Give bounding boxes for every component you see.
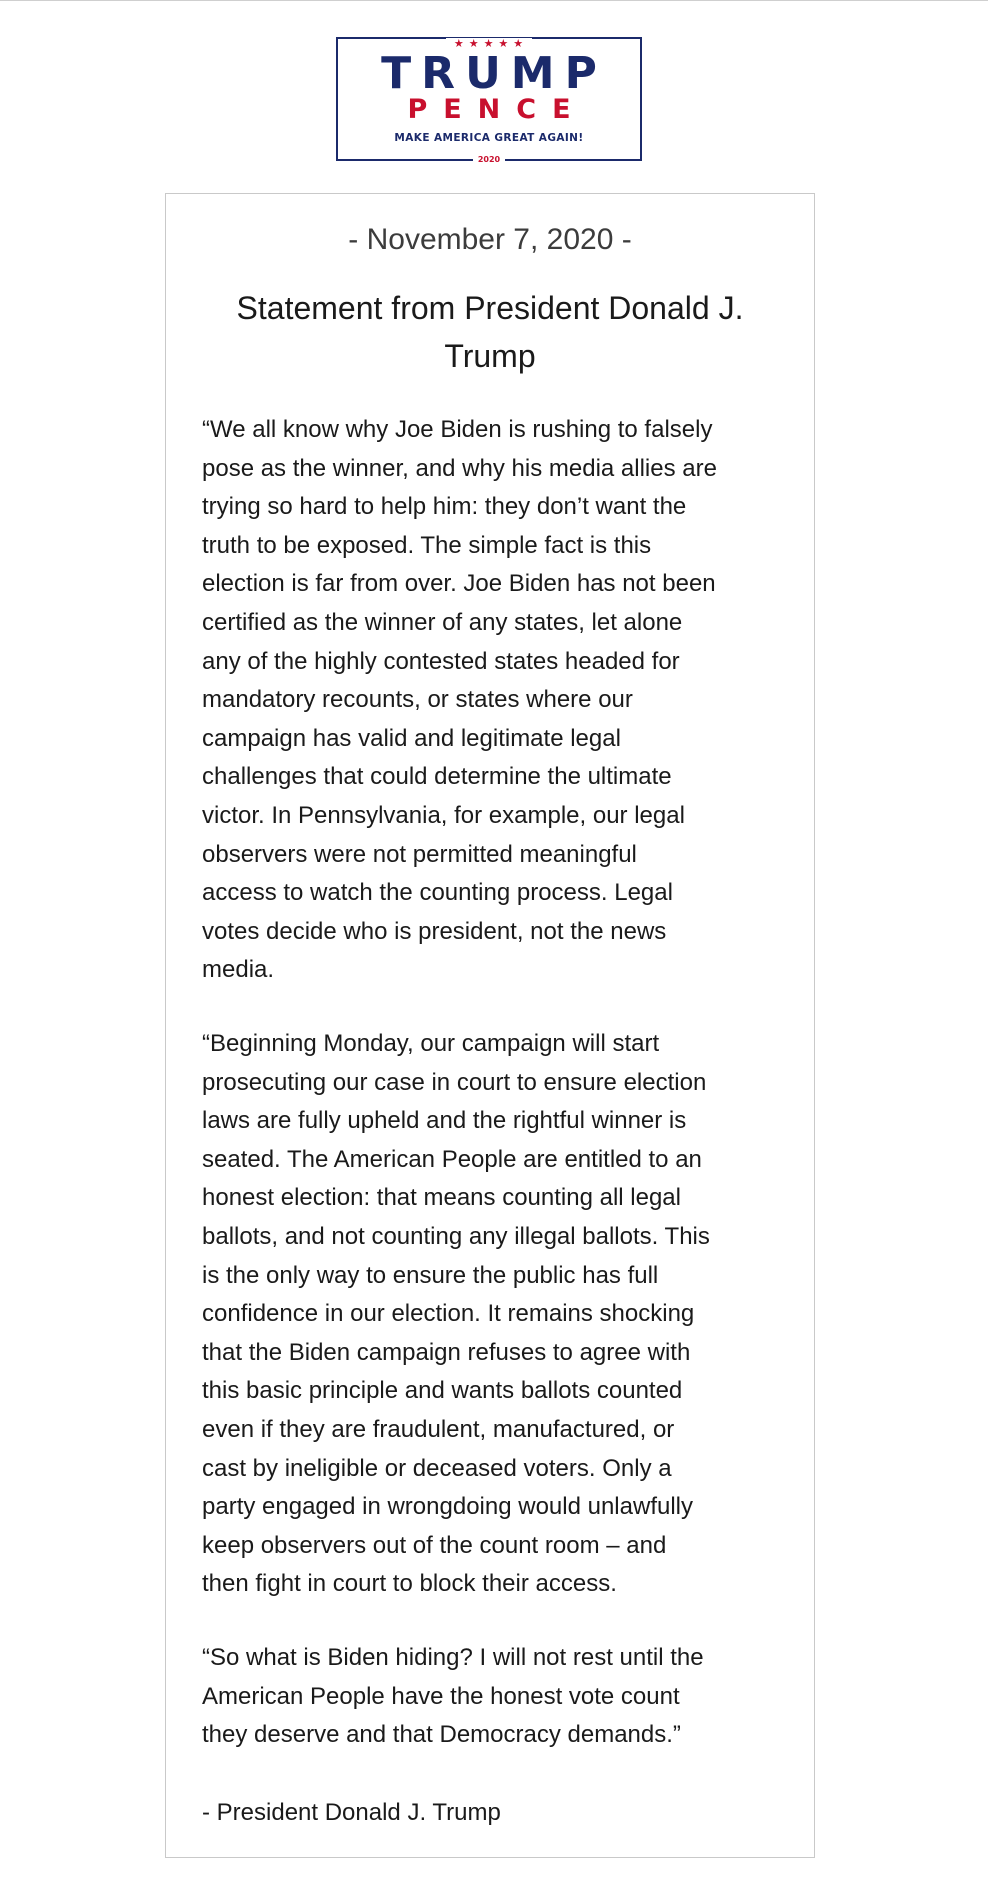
statement-signature: - President Donald J. Trump [202, 1799, 501, 1826]
logo-tagline: MAKE AMERICA GREAT AGAIN! [394, 132, 584, 144]
statement-paragraph-3: “So what is Biden hiding? I will not rest until the American People have the honest vote count they deserve and that Democracy demands.” [202, 1644, 704, 1749]
statement-title: Statement from President Donald J. Trump [236, 290, 744, 374]
trump-pence-logo [336, 37, 642, 164]
statement-paragraph-2: “Beginning Monday, our campaign will start prosecuting our case in court to ensure election laws are fully upheld and the rightful winner is seated. The American People are entitled to an honest election: that means counting all legal ballots, and not counting any illegal ballots. This is the only way to ensure the public has full confidence in our election. It remains shocking that the Biden campaign refuses to agree with this basic principle and wants ballots counted even if they are fraudulent, manufactured, or cast by ineligible or deceased voters. Only a party engaged in wrongdoing would unlawfully keep observers out of the count room – and then fight in court to block their access. [202, 1030, 710, 1598]
statement-date: - November 7, 2020 - [348, 223, 632, 256]
logo-trump-text: TRUMP [381, 48, 607, 99]
logo-pence-text: PENCE [407, 94, 587, 125]
statement-card [165, 193, 815, 1858]
stars-icon: ★★★★★ [338, 37, 640, 51]
logo-year: 2020 [338, 154, 640, 166]
top-divider [0, 0, 988, 1]
statement-paragraph-1: “We all know why Joe Biden is rushing to falsely pose as the winner, and why his media allies are trying so hard to help him: they don’t want the truth to be exposed. The simple fact is this election is far from over. Joe Biden has not been certified as the winner of any states, let alone any of the highly contested states headed for mandatory recounts, or states where our campaign has valid and legitimate legal challenges that could determine the ultimate victor. In Pennsylvania, for example, our legal observers were not permitted meaningful access to watch the counting process. Legal votes decide who is president, not the news media. [202, 416, 717, 984]
